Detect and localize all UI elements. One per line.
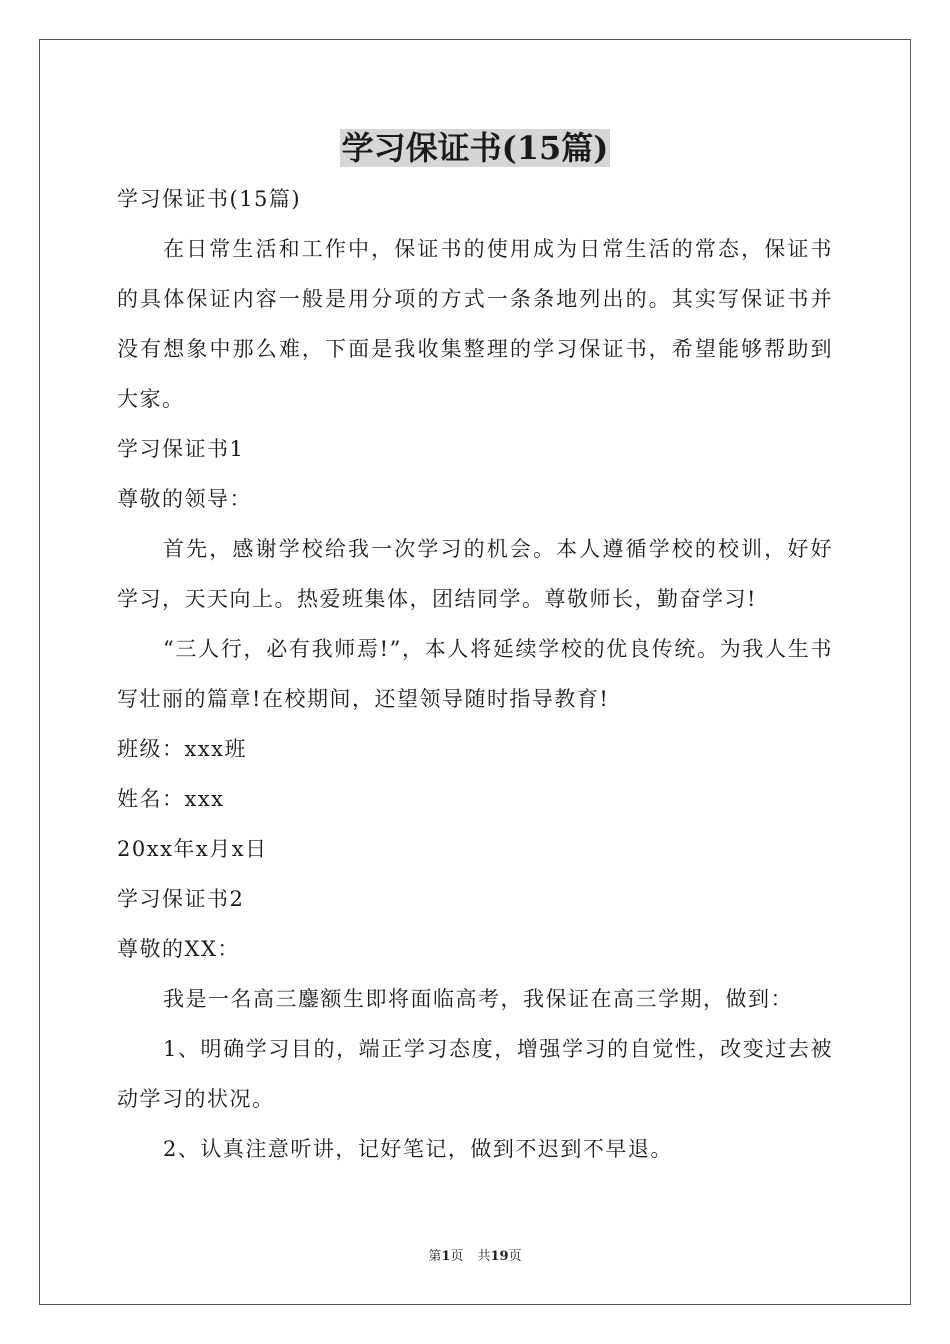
page-footer (0, 1248, 950, 1266)
document-title (0, 128, 950, 168)
name-line: 姓名：xxx (117, 787, 225, 811)
page-suffix: 页 (450, 1249, 464, 1264)
paragraph-14: 2、认真注意听讲，记好笔记，做到不迟到不早退。 (163, 1137, 673, 1161)
section-heading-2: 学习保证书2 (117, 887, 245, 911)
date-line: 20xx年x月x日 (117, 837, 268, 861)
paragraph-13: 1、明确学习目的，端正学习态度，增强学习的自觉性，改变过去被动学习的状况。 (117, 1037, 833, 1111)
class-line: 班级：xxx班 (117, 737, 248, 761)
paragraph-5: 首先，感谢学校给我一次学习的机会。本人遵循学校的校训，好好学习，天天向上。热爱班集体，团结同学。尊敬师长，勤奋学习! (117, 537, 833, 611)
page-prefix: 第 (428, 1249, 442, 1264)
salutation-1: 尊敬的领导： (117, 487, 252, 511)
paragraph-1: 学习保证书(15篇) (117, 187, 302, 211)
page-number: 1 (441, 1249, 451, 1264)
total-prefix: 共 (477, 1249, 491, 1264)
document-body (117, 174, 833, 1174)
section-heading-1: 学习保证书1 (117, 437, 245, 461)
salutation-2: 尊敬的XX： (117, 937, 240, 961)
document-title-text: 学习保证书(15篇) (341, 129, 609, 167)
total-pages: 19 (490, 1249, 509, 1264)
paragraph-12: 我是一名高三鏖额生即将面临高考，我保证在高三学期，做到： (163, 987, 793, 1011)
paragraph-6: “三人行，必有我师焉!”，本人将延续学校的优良传统。为我人生书写壮丽的篇章!在校期间，还望领导随时指导教育! (117, 637, 833, 711)
total-suffix: 页 (508, 1249, 522, 1264)
paragraph-2: 在日常生活和工作中，保证书的使用成为日常生活的常态，保证书的具体保证内容一般是用分项的方式一条条地列出的。其实写保证书并没有想象中那么难，下面是我收集整理的学习保证书，希望能够帮助到大家。 (117, 237, 833, 411)
